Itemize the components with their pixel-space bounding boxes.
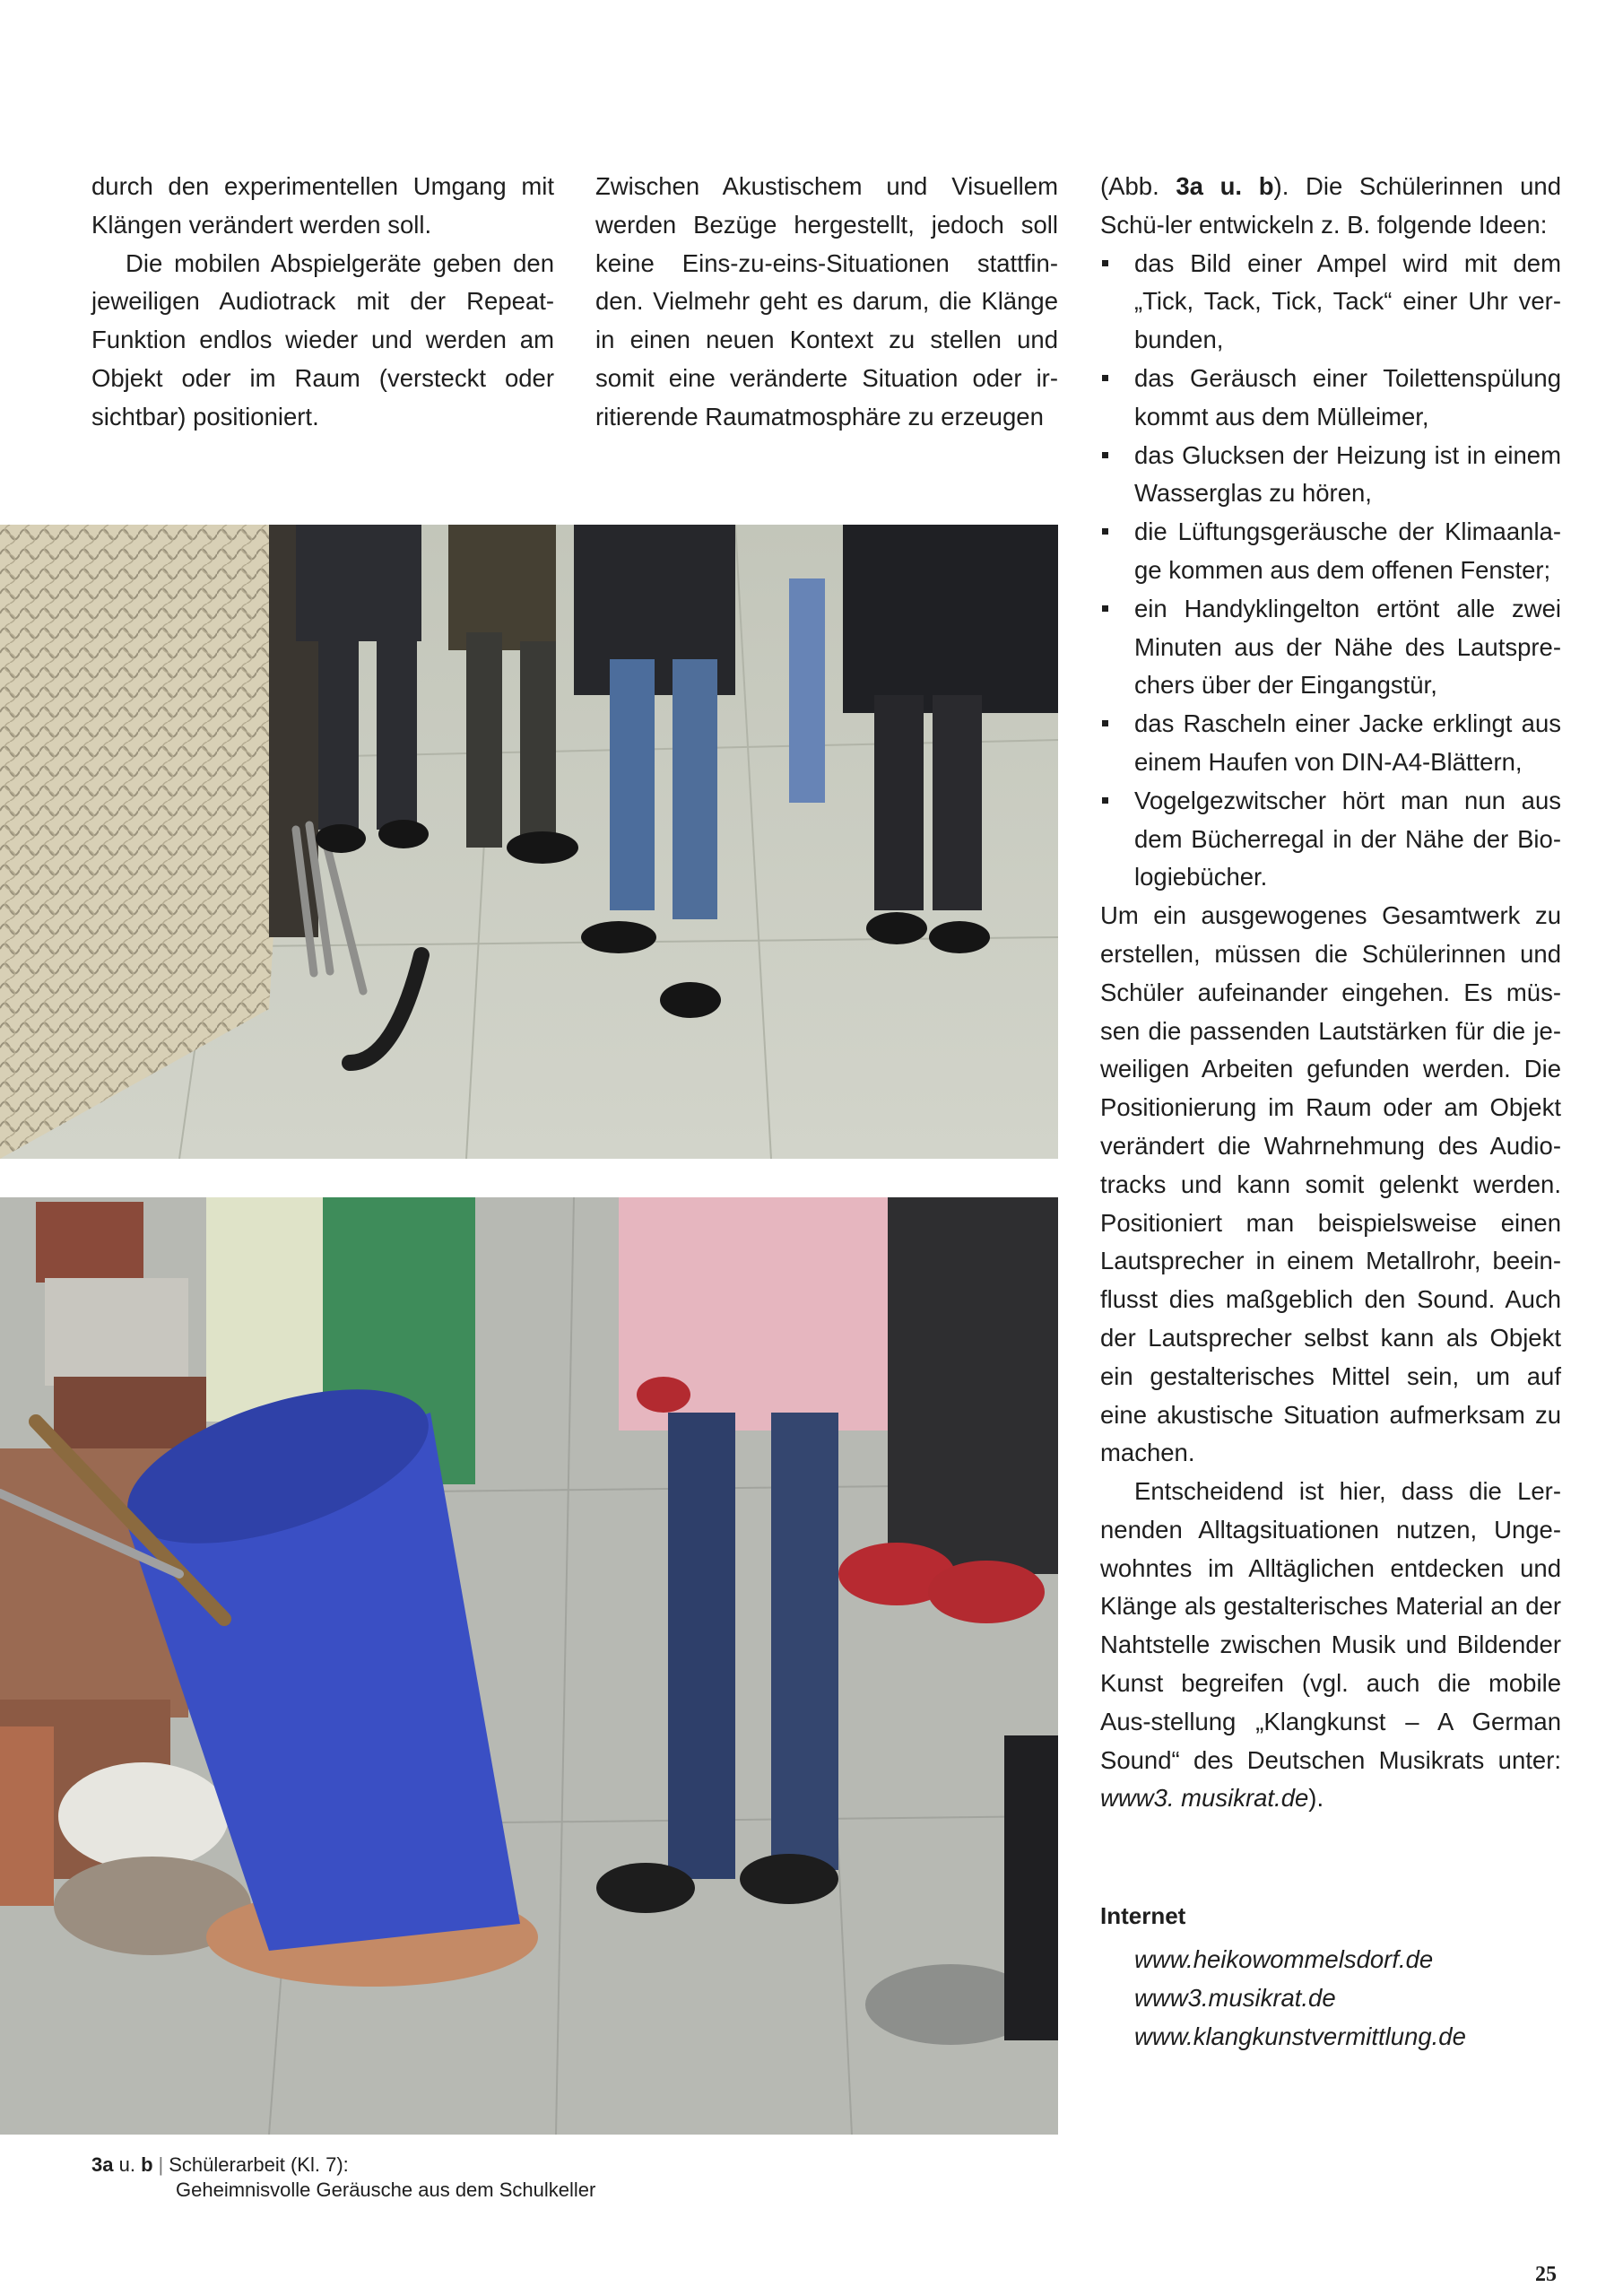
paragraph: Zwischen Akustischem und Visuellem werden Bezüge hergestellt, jedoch soll keine Eins-zu-eins-Situationen stattfin-den. Vielmehr geht es darum, die Klänge in einen neuen Kontext zu stellen und somit eine veränderte Situation oder ir-ritierende Raumatmosphäre zu erzeugen [595, 172, 1058, 430]
list-item: Vogelgezwitscher hört man nun aus dem Bücherregal in der Nähe der Bio-logiebücher. [1100, 782, 1561, 897]
internet-heading: Internet [1100, 1902, 1186, 1930]
caption-line-1: 3a u. b | Schülerarbeit (Kl. 7): [91, 2153, 349, 2176]
intro-paragraph: (Abb. 3a u. b). Die Schülerinnen und Schü-ler entwickeln z. B. folgende Ideen: [1100, 172, 1561, 239]
page-number: 25 [1535, 2263, 1557, 2286]
caption-line-2: Geheimnisvolle Geräusche aus dem Schulkeller [176, 2179, 596, 2201]
text-column-2 [595, 168, 1058, 437]
text-column-3 [1100, 168, 1561, 2056]
inline-link[interactable]: www3. musikrat.de [1100, 1784, 1309, 1813]
list-item: die Lüftungsgeräusche der Klimaanla-ge kommen aus dem offenen Fenster; [1100, 513, 1561, 590]
idea-list [1100, 245, 1561, 898]
text-column-1 [91, 168, 554, 437]
link[interactable]: www3.musikrat.de [1134, 1983, 1336, 2012]
list-item: das Bild einer Ampel wird mit dem „Tick, Tack, Tick, Tack“ einer Uhr ver-bunden, [1100, 245, 1561, 360]
figure-caption [91, 2152, 595, 2203]
link[interactable]: www.heikowommelsdorf.de [1134, 1945, 1434, 1974]
photo-3a-illustration [0, 525, 1058, 1159]
list-item: ein Handyklingelton ertönt alle zwei Minuten aus der Nähe des Lautspre-chers über der Eingangstür, [1100, 590, 1561, 705]
paragraph: Die mobilen Abspielgeräte geben den jeweiligen Audiotrack mit der Repeat-Funktion endlos wieder und werden am Objekt oder im Raum (versteckt oder sichtbar) positioniert. [91, 248, 554, 430]
paragraph: Entscheidend ist hier, dass die Ler-nenden Alltagsituationen nutzen, Unge-wohntes im Alltäglichen entdecken und Klänge als gestalterisches Material an der Nahtstelle zwischen Musik und Bildender Kunst begreifen (vgl. auch die mobile Aus-stellung „Klangkunst – A German Sound“ des Deutschen Musikrats unter: www3. musikrat.de). [1100, 1477, 1561, 1813]
photo-3b-illustration [0, 1197, 1058, 2135]
figure-reference: 3a u. b [1176, 172, 1274, 200]
link[interactable]: www.klangkunstvermittlung.de [1134, 2022, 1466, 2050]
list-item: das Geräusch einer Toilettenspülung kommt aus dem Mülleimer, [1100, 360, 1561, 437]
paragraph: Um ein ausgewogenes Gesamtwerk zu erstellen, müssen die Schülerinnen und Schüler aufeinander eingehen. Es müs-sen die passenden Lautstärken für die je-weiligen Arbeiten gefunden werden. Die Positionierung im Raum oder am Objekt verändert die Wahrnehmung des Audio-tracks und kann somit gelenkt werden. Positioniert man beispielsweise einen Lautsprecher in einem Metallrohr, beein-flusst dies maßgeblich den Sound. Auch der Lautsprecher selbst kann als Objekt ein gestalterisches Mittel sein, um auf eine akustische Situation aufmerksam zu machen. [1100, 901, 1561, 1467]
photo-3a [0, 525, 1058, 1159]
photo-3b [0, 1197, 1058, 2135]
list-item: das Glucksen der Heizung ist in einem Wasserglas zu hören, [1100, 437, 1561, 514]
link-list [1100, 1941, 1561, 2056]
paragraph: durch den experimentellen Umgang mit Klängen verändert werden soll. [91, 172, 554, 239]
list-item: das Rascheln einer Jacke erklingt aus einem Haufen von DIN-A4-Blättern, [1100, 705, 1561, 782]
